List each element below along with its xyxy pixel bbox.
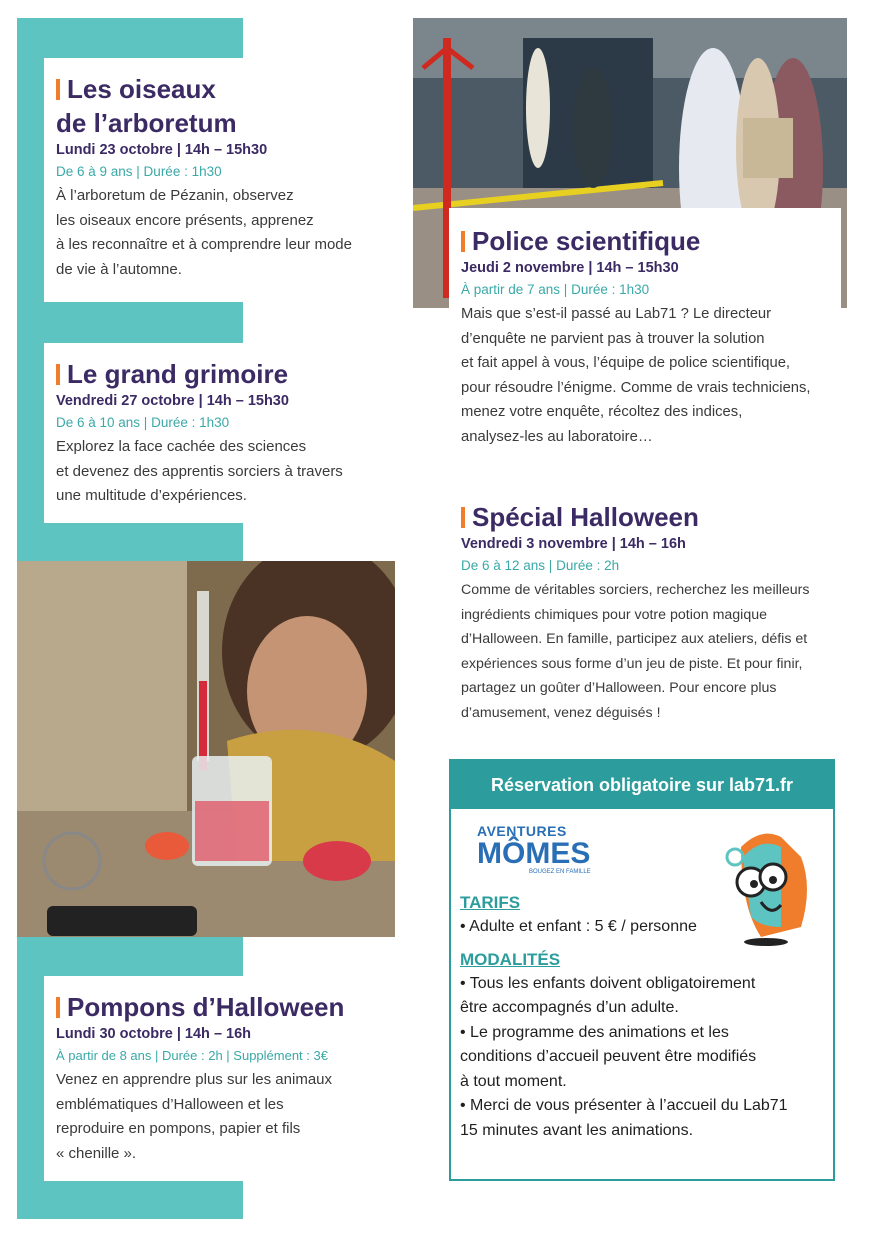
event-meta: À partir de 7 ans | Durée : 1h30 xyxy=(461,282,650,297)
event-meta: De 6 à 12 ans | Durée : 2h xyxy=(461,558,620,573)
reservation-box xyxy=(449,759,835,1181)
modalites-title: MODALITÉS xyxy=(460,949,561,969)
accent-bar xyxy=(56,79,60,100)
event-description: Comme de véritables sorciers, recherchez les meilleurs ingrédients chimiques pour votre potion magique d’Halloween. En famille, participez aux ateliers, défis et expériences sous forme d’un jeu de piste. Et pour finir, partagez un goûter d’Halloween. Pour encore plus d’amusement, venez déguisés ! xyxy=(461,582,810,721)
event-description: À l’arboretum de Pézanin, observez les oiseaux encore présents, apprenez à les reconnaître et à comprendre leur mode de vie à l’automne. xyxy=(56,187,352,278)
modalites-line: être accompagnés d’un adulte. xyxy=(460,999,679,1016)
event-title: Spécial Halloween xyxy=(461,500,849,534)
tarifs-title: TARIFS xyxy=(460,893,521,912)
logo-line1: AVENTURES xyxy=(477,823,567,839)
event-title: Les oiseaux xyxy=(56,72,384,106)
event-title-line2: de l’arboretum xyxy=(56,108,237,138)
modalites-line: • Tous les enfants doivent obligatoirement xyxy=(460,974,756,992)
reservation-header[interactable]: Réservation obligatoire sur lab71.fr xyxy=(451,761,833,809)
accent-bar xyxy=(56,997,60,1018)
event-title: Le grand grimoire xyxy=(56,357,374,391)
event-description: Venez en apprendre plus sur les animaux emblématiques d’Halloween et les reproduire en pompons, papier et fils « chenille ». xyxy=(56,1071,333,1162)
event-date: Lundi 23 octobre | 14h – 15h30 xyxy=(56,142,268,158)
modalites-line: 15 minutes avant les animations. xyxy=(460,1121,694,1139)
logo-line2: MÔMES xyxy=(477,837,591,870)
logo-tagline: BOUGEZ EN FAMILLE xyxy=(529,869,591,875)
event-date: Vendredi 3 novembre | 14h – 16h xyxy=(461,536,686,552)
event-description: Explorez la face cachée des sciences et devenez des apprentis sorciers à travers une multitude d’expériences. xyxy=(56,438,343,504)
accent-bar xyxy=(461,231,465,252)
tarifs-line: • Adulte et enfant : 5 € / personne xyxy=(460,918,697,935)
modalites-line: • Merci de vous présenter à l’accueil du Lab71 xyxy=(460,1097,788,1114)
event-card-police xyxy=(449,208,841,468)
event-card-halloween xyxy=(449,500,849,745)
event-meta: De 6 à 10 ans | Durée : 1h30 xyxy=(56,415,230,430)
event-date: Lundi 30 octobre | 14h – 16h xyxy=(56,1026,252,1042)
event-title: Pompons d’Halloween xyxy=(56,990,374,1024)
aventures-momes-logo xyxy=(477,823,617,875)
accent-bar xyxy=(461,507,465,528)
event-card-pompons xyxy=(44,976,374,1181)
modalites-line: conditions d’accueil peuvent être modifiés xyxy=(460,1048,757,1065)
event-date: Vendredi 27 octobre | 14h – 15h30 xyxy=(56,393,289,409)
event-description: Mais que s’est-il passé au Lab71 ? Le directeur d’enquête ne parvient pas à trouver la solution et fait appel à vous, l’équipe de police scientifique, pour résoudre l’énigme. Comme de vrais techniciens, menez votre enquête, récoltez des indices, analysez-les au laboratoire… xyxy=(461,306,811,445)
event-meta: À partir de 8 ans | Durée : 2h | Supplément : 3€ xyxy=(56,1048,328,1063)
modalites-line: à tout moment. xyxy=(460,1072,567,1090)
accent-bar xyxy=(56,364,60,385)
event-date: Jeudi 2 novembre | 14h – 15h30 xyxy=(461,260,679,276)
event-card-oiseaux xyxy=(44,58,384,302)
lab-photo-illustration xyxy=(17,561,395,937)
modalites-line: • Le programme des animations et les xyxy=(460,1023,729,1041)
event-title: Police scientifique xyxy=(461,224,841,258)
lab-experiment-photo xyxy=(17,561,395,937)
event-card-grimoire xyxy=(44,343,374,523)
event-meta: De 6 à 9 ans | Durée : 1h30 xyxy=(56,164,222,179)
